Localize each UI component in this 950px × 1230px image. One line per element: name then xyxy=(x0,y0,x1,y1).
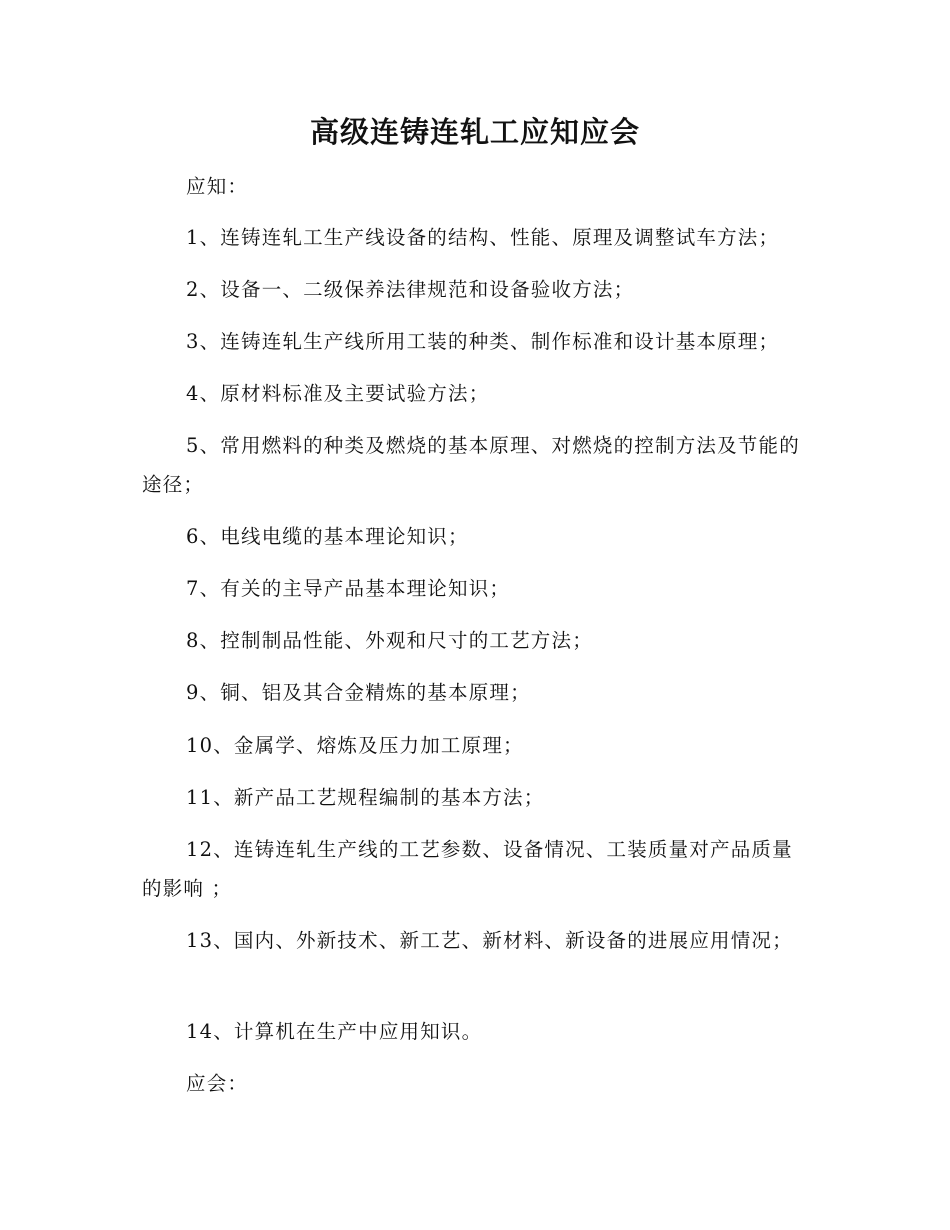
list-item: 7、有关的主导产品基本理论知识； xyxy=(186,577,511,600)
list-item: 3、连铸连轧生产线所用工装的种类、制作标准和设计基本原理； xyxy=(186,330,780,353)
list-item: 6、电线电缆的基本理论知识； xyxy=(186,525,469,548)
list-item: 4、原材料标准及主要试验方法； xyxy=(186,382,490,405)
list-item: 11、新产品工艺规程编制的基本方法； xyxy=(186,786,545,809)
list-item: 1、连铸连轧工生产线设备的结构、性能、原理及调整试车方法； xyxy=(186,226,780,249)
section-heading-know: 应知： xyxy=(186,175,249,198)
list-item: 2、设备一、二级保养法律规范和设备验收方法； xyxy=(186,278,635,301)
list-item: 5、常用燃料的种类及燃烧的基本原理、对燃烧的控制方法及节能的途径； xyxy=(142,434,800,496)
list-item: 9、铜、铝及其合金精炼的基本原理； xyxy=(186,681,531,704)
list-item: 13、国内、外新技术、新工艺、新材料、新设备的进展应用情况； xyxy=(186,929,793,952)
section-heading-can: 应会： xyxy=(186,1072,249,1095)
list-item: 10、金属学、熔炼及压力加工原理； xyxy=(186,734,524,757)
document-title: 高级连铸连轧工应知应会 xyxy=(309,115,640,149)
list-item: 12、连铸连轧生产线的工艺参数、设备情况、工装质量对产品质量的影响 ； xyxy=(142,838,793,900)
list-item: 8、控制制品性能、外观和尺寸的工艺方法； xyxy=(186,629,593,652)
list-item: 14、计算机在生产中应用知识。 xyxy=(186,1020,483,1043)
